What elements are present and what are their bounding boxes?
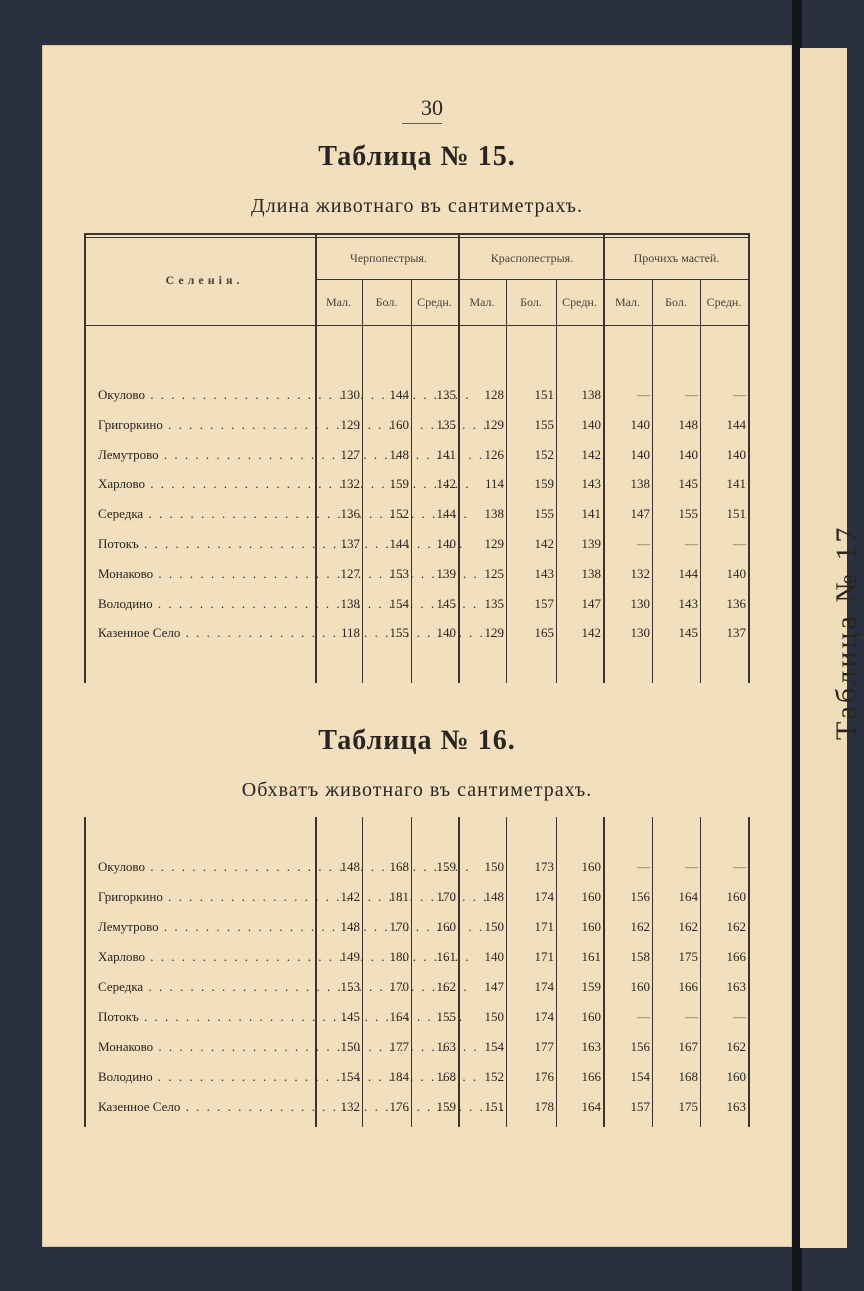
table-cell: 160 <box>581 889 601 904</box>
table-cell: 161 <box>436 949 456 964</box>
table-cell: 129 <box>484 536 504 551</box>
table-cell: 140 <box>630 446 650 462</box>
table-cell: 140 <box>581 416 601 432</box>
table-cell: 161 <box>581 949 601 964</box>
table-cell: 158 <box>630 949 650 964</box>
village-name: Лемутрово . . . <box>98 919 313 935</box>
table-cell: 142 <box>581 446 601 462</box>
village-name: Окулово . . . <box>98 859 313 875</box>
table-cell: 141 <box>726 476 746 492</box>
table-cell: 160 <box>581 859 601 874</box>
table-cell: 135 <box>436 416 456 432</box>
table-cell: 135 <box>436 387 456 402</box>
table-cell: 148 <box>389 446 409 462</box>
table-cell: 160 <box>389 416 409 432</box>
table-cell: 152 <box>389 506 409 522</box>
table-cell: 149 <box>340 949 360 964</box>
table-cell: 144 <box>436 506 456 522</box>
column-subheader: Бол. <box>375 295 398 309</box>
table-cell: 170 <box>389 919 409 934</box>
table-cell: 130 <box>630 625 650 641</box>
table-cell: 155 <box>436 1009 456 1024</box>
table-cell: 140 <box>678 446 698 462</box>
village-name: Середка . . . <box>98 506 313 522</box>
table-cell: 130 <box>630 595 650 611</box>
table-cell: 136 <box>726 595 746 611</box>
village-name: Казенное Село . . . <box>98 625 313 641</box>
table-cell: 141 <box>581 506 601 522</box>
table-cell: 142 <box>436 476 456 492</box>
table-cell: 155 <box>534 506 554 522</box>
table-cell: 155 <box>389 625 409 641</box>
table-cell: — <box>685 536 698 551</box>
table-cell: 132 <box>340 1099 360 1114</box>
table-cell: 139 <box>436 565 456 581</box>
table-cell: 155 <box>534 416 554 432</box>
village-name: Харлово . . . <box>98 949 313 965</box>
column-subheader: Бол. <box>520 295 542 309</box>
table-cell: 162 <box>726 919 746 934</box>
table-cell: 157 <box>630 1099 650 1114</box>
table-cell: — <box>637 859 650 874</box>
table-cell: 163 <box>436 1039 456 1054</box>
table-cell: 147 <box>484 979 504 994</box>
table-cell: 140 <box>484 949 504 964</box>
village-name: Окулово . . . <box>98 387 313 403</box>
table-cell: 140 <box>726 565 746 581</box>
table-cell: 125 <box>484 565 504 581</box>
table-cell: — <box>637 536 650 551</box>
table-cell: 132 <box>630 565 650 581</box>
table-cell: 176 <box>534 1069 554 1084</box>
village-name: Потокъ . . . <box>98 1009 313 1025</box>
table-cell: 140 <box>436 536 456 551</box>
group-header-other-colors: Прочихъ мастей. <box>633 251 720 265</box>
column-divider <box>700 817 701 1127</box>
table-cell: 165 <box>534 625 554 641</box>
table-cell: 163 <box>726 1099 746 1114</box>
table-cell: 148 <box>678 416 698 432</box>
table-cell: 127 <box>340 565 360 581</box>
table-cell: 168 <box>436 1069 456 1084</box>
table-cell: 132 <box>340 476 360 492</box>
table-cell: 164 <box>581 1099 601 1114</box>
page-number: 30 <box>421 95 443 120</box>
table-cell: — <box>685 1009 698 1024</box>
table-cell: — <box>733 387 746 402</box>
village-name: Григоркино . . . <box>98 417 313 433</box>
table-cell: 138 <box>484 506 504 522</box>
table-cell: 171 <box>534 919 554 934</box>
page <box>42 45 792 1247</box>
table-cell: 145 <box>436 595 456 611</box>
table-cell: 181 <box>389 889 409 904</box>
table-cell: 156 <box>630 1039 650 1054</box>
table-cell: 136 <box>340 506 360 522</box>
table-cell: 138 <box>581 565 601 581</box>
table-cell: 173 <box>534 859 554 874</box>
village-name: Григоркино . . . <box>98 889 313 905</box>
table-cell: 154 <box>484 1039 504 1054</box>
table-cell: 166 <box>678 979 698 994</box>
table-left-border <box>84 817 86 1127</box>
column-subheader: Мал. <box>325 295 352 309</box>
table-cell: — <box>685 387 698 402</box>
village-name: Середка . . . <box>98 979 313 995</box>
table-cell: 175 <box>678 1099 698 1114</box>
table-cell: 180 <box>389 949 409 964</box>
table-cell: — <box>733 536 746 551</box>
column-subheader: Средн. <box>562 295 597 309</box>
column-subheader: Мал. <box>469 295 495 309</box>
table-cell: 160 <box>581 1009 601 1024</box>
table-cell: 160 <box>726 889 746 904</box>
column-divider <box>748 817 750 1127</box>
table-cell: 159 <box>389 476 409 492</box>
table-cell: 159 <box>534 476 554 492</box>
table-cell: 162 <box>678 919 698 934</box>
table-cell: 160 <box>726 1069 746 1084</box>
table-cell: 140 <box>436 625 456 641</box>
table-cell: 129 <box>484 416 504 432</box>
table-cell: 143 <box>534 565 554 581</box>
table-cell: — <box>637 1009 650 1024</box>
column-subheader: Средн. <box>417 295 452 309</box>
table-cell: 170 <box>436 889 456 904</box>
table-cell: 154 <box>340 1069 360 1084</box>
table-cell: 176 <box>389 1099 409 1114</box>
table-cell: 140 <box>630 416 650 432</box>
village-name: Казенное Село . . . <box>98 1099 313 1115</box>
table-cell: 168 <box>389 859 409 874</box>
table-cell: 130 <box>340 387 360 402</box>
table15-subtitle: Длина животнаго въ сантиметрахъ. <box>251 195 583 217</box>
column-subheader: Мал. <box>614 295 641 309</box>
table-cell: 145 <box>340 1009 360 1024</box>
table15-title: Таблица № 15. <box>318 141 516 172</box>
table-cell: 150 <box>340 1039 360 1054</box>
table-cell: 138 <box>630 476 650 492</box>
table-cell: 151 <box>726 506 746 522</box>
table-cell: 128 <box>484 387 504 402</box>
table-cell: 154 <box>389 595 409 611</box>
table-cell: 142 <box>534 536 554 551</box>
table-cell: 171 <box>534 949 554 964</box>
table-cell: — <box>637 387 650 402</box>
table-cell: 145 <box>678 625 698 641</box>
table-cell: 138 <box>340 595 360 611</box>
table-cell: 145 <box>678 476 698 492</box>
table-cell: 143 <box>678 595 698 611</box>
village-name: Володино . . . <box>98 1069 313 1085</box>
table-cell: 159 <box>581 979 601 994</box>
table-cell: 137 <box>726 625 746 641</box>
table-cell: 164 <box>389 1009 409 1024</box>
table-cell: 177 <box>534 1039 554 1054</box>
table-cell: 178 <box>534 1099 554 1114</box>
column-subheader: Бол. <box>665 295 687 309</box>
table-cell: 150 <box>484 859 504 874</box>
table-cell: 153 <box>340 979 360 994</box>
group-header-black-pied: Черпопестрыя. <box>350 251 427 265</box>
village-name: Лемутрово . . . <box>98 447 313 463</box>
table-cell: 155 <box>678 506 698 522</box>
table-cell: 150 <box>484 1009 504 1024</box>
table16-title: Таблица № 16. <box>318 725 516 756</box>
table-cell: 138 <box>581 387 601 402</box>
table-cell: 148 <box>484 889 504 904</box>
table-cell: 142 <box>581 625 601 641</box>
table-cell: — <box>733 859 746 874</box>
table-cell: 152 <box>534 446 554 462</box>
table-cell: 163 <box>726 979 746 994</box>
table-cell: 114 <box>484 476 504 492</box>
table-cell: 167 <box>678 1039 698 1054</box>
table-cell: 151 <box>534 387 554 402</box>
table-cell: 141 <box>436 446 456 462</box>
village-name: Потокъ . . . <box>98 536 313 552</box>
table-cell: 184 <box>389 1069 409 1084</box>
table-cell: 144 <box>389 536 409 551</box>
column-divider <box>652 817 653 1127</box>
table-cell: 144 <box>726 416 746 432</box>
table-cell: 157 <box>534 595 554 611</box>
table-cell: 153 <box>389 565 409 581</box>
column-divider <box>603 817 605 1127</box>
table-cell: 144 <box>389 387 409 402</box>
table-cell: 139 <box>581 536 601 551</box>
table-cell: 150 <box>484 919 504 934</box>
table-cell: 174 <box>534 979 554 994</box>
table-cell: 129 <box>340 416 360 432</box>
table-cell: 144 <box>678 565 698 581</box>
table-cell: — <box>733 1009 746 1024</box>
table-cell: 127 <box>340 446 360 462</box>
table-cell: 162 <box>726 1039 746 1054</box>
table-cell: 147 <box>630 506 650 522</box>
table-cell: 147 <box>581 595 601 611</box>
village-name: Монаково . . . <box>98 1039 313 1055</box>
table-cell: 159 <box>436 1099 456 1114</box>
table-cell: 175 <box>678 949 698 964</box>
table-cell: 126 <box>484 446 504 462</box>
table-cell: 170 <box>389 979 409 994</box>
table-cell: 159 <box>436 859 456 874</box>
table-cell: 148 <box>340 919 360 934</box>
column-subheader: Средн. <box>706 295 742 309</box>
table-cell: 174 <box>534 889 554 904</box>
table16 <box>42 45 792 1145</box>
table-cell: 156 <box>630 889 650 904</box>
table-cell: 148 <box>340 859 360 874</box>
group-header-red-pied: Краспопестрыя. <box>490 251 574 265</box>
table-cell: 152 <box>484 1069 504 1084</box>
column-divider <box>556 817 557 1127</box>
table-cell: 160 <box>436 919 456 934</box>
table-cell: 168 <box>678 1069 698 1084</box>
table-cell: 160 <box>581 919 601 934</box>
next-page-title: Таблица № 17 <box>830 524 863 740</box>
table-cell: 162 <box>630 919 650 934</box>
table-cell: 129 <box>484 625 504 641</box>
table16-subtitle: Обхватъ животнаго въ сантиметрахъ. <box>241 779 593 801</box>
table-cell: 140 <box>726 446 746 462</box>
table-cell: 177 <box>389 1039 409 1054</box>
table-cell: 166 <box>581 1069 601 1084</box>
table-cell: 154 <box>630 1069 650 1084</box>
table-cell: 151 <box>484 1099 504 1114</box>
village-name: Харлово . . . <box>98 476 313 492</box>
table-cell: 164 <box>678 889 698 904</box>
column-divider <box>506 817 507 1127</box>
table-cell: 162 <box>436 979 456 994</box>
table-cell: — <box>685 859 698 874</box>
table-cell: 142 <box>340 889 360 904</box>
table-cell: 163 <box>581 1039 601 1054</box>
village-name: Володино . . . <box>98 596 313 612</box>
table-cell: 118 <box>340 625 360 641</box>
village-name: Монаково . . . <box>98 566 313 582</box>
table-cell: 143 <box>581 476 601 492</box>
table-cell: 174 <box>534 1009 554 1024</box>
table-cell: 137 <box>340 536 360 551</box>
table-cell: 135 <box>484 595 504 611</box>
table-cell: 166 <box>726 949 746 964</box>
table-cell: 160 <box>630 979 650 994</box>
villages-header: Селенія. <box>165 273 244 287</box>
